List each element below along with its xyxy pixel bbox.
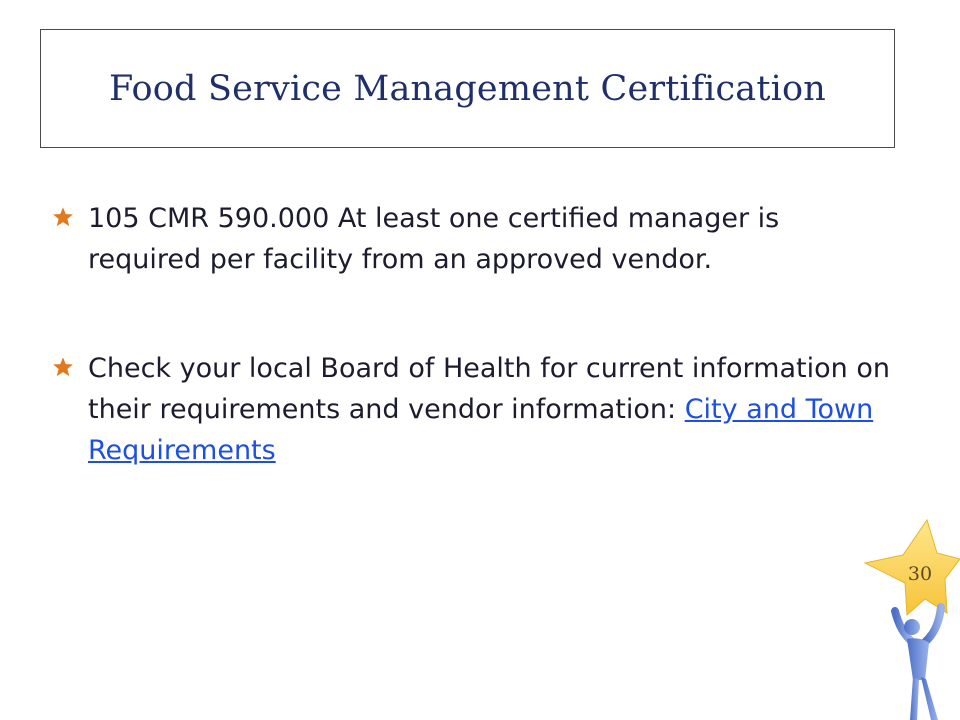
bullet-text-2: Check your local Board of Health for current information on their requirements and vendor information:: [88, 353, 890, 425]
bullet-text-1: 105 CMR 590.000 At least one certified manager is required per facility from an approved vendor.: [88, 203, 780, 275]
star-icon: [52, 206, 74, 228]
bullet-item-1: [52, 198, 892, 280]
slide-title: Food Service Management Certification: [108, 68, 827, 109]
bullet-item-2: [52, 348, 892, 471]
title-box: [40, 29, 895, 148]
star-person-icon: [855, 515, 960, 720]
bullet-list: [52, 198, 892, 539]
city-town-requirements-link[interactable]: City and Town Requirements: [88, 394, 874, 466]
star-icon: [52, 356, 74, 378]
page-number: 30: [907, 563, 933, 585]
